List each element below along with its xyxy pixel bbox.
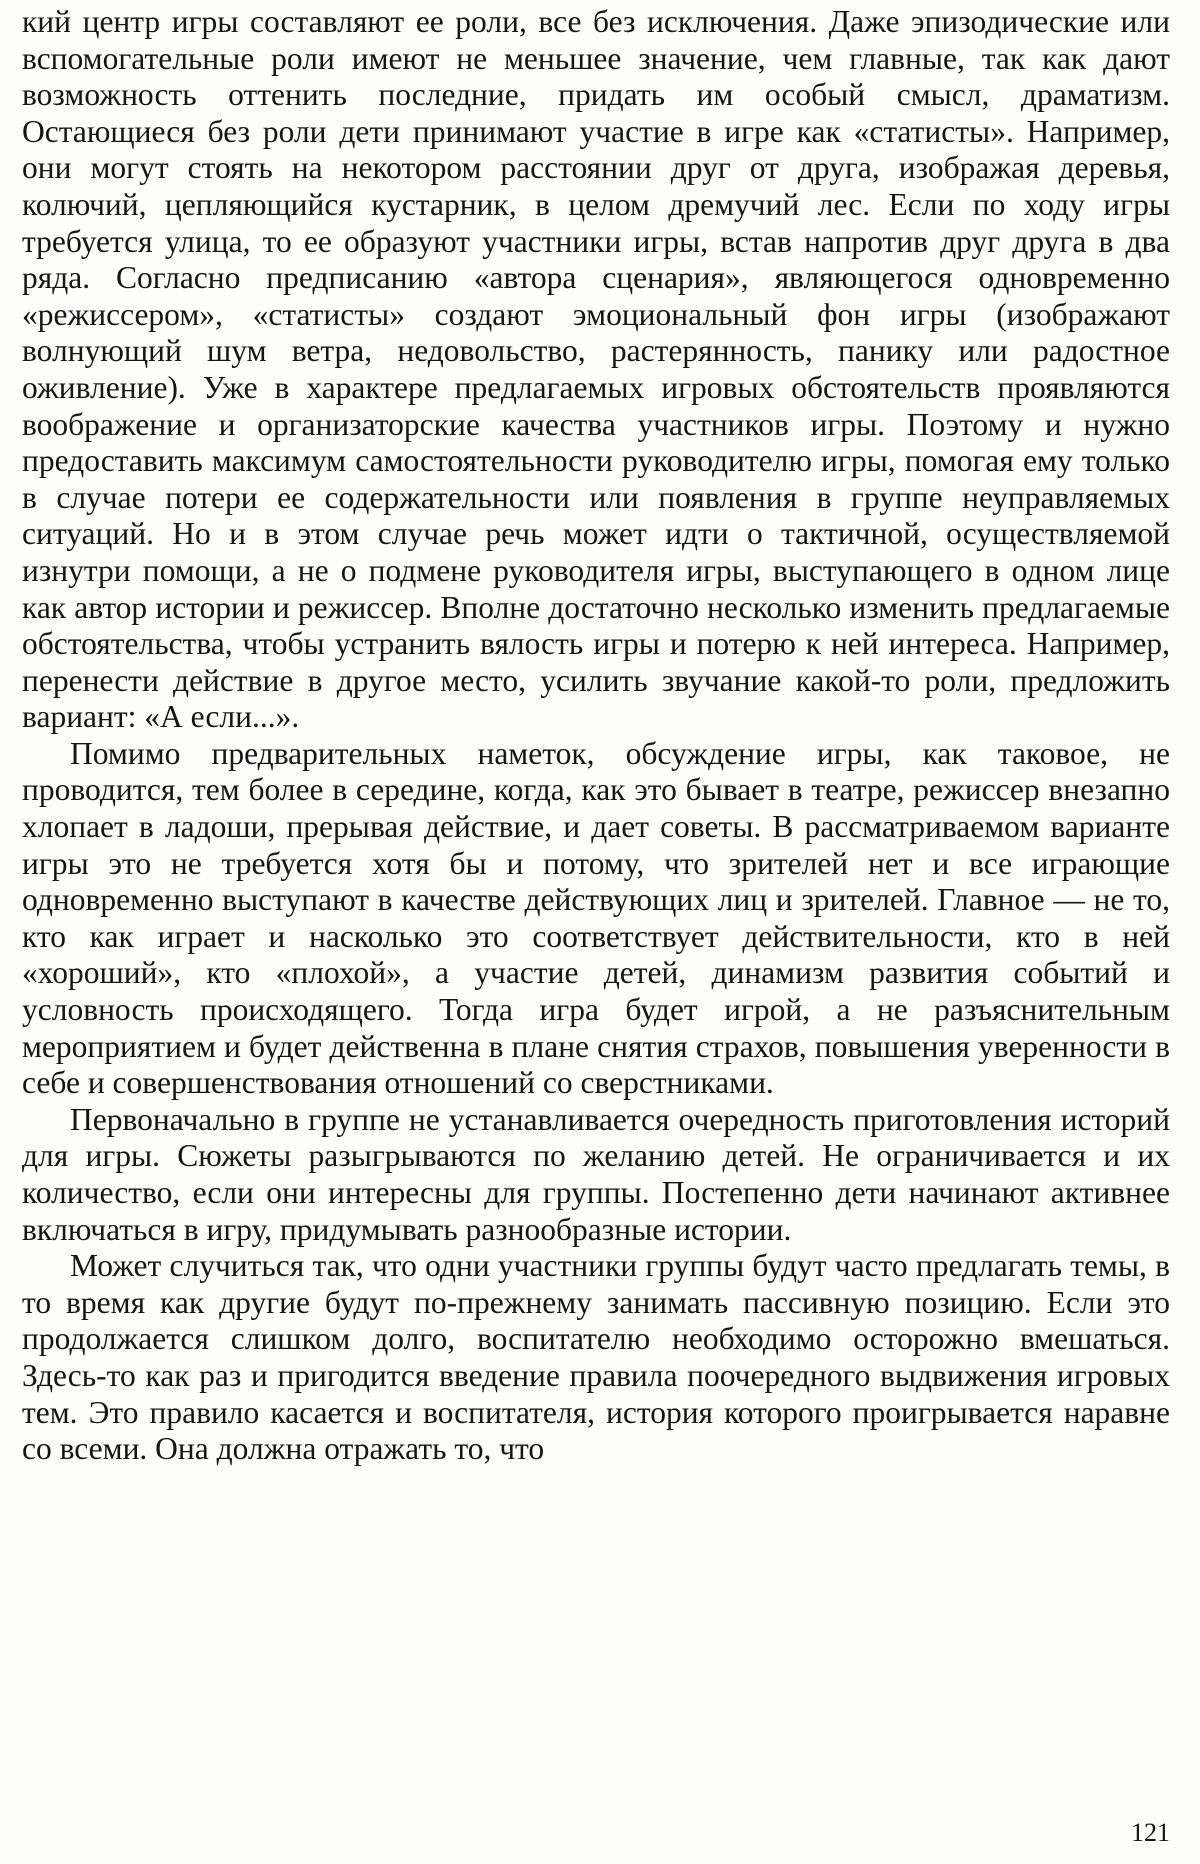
body-text xyxy=(22,4,1170,1468)
page-number: 121 xyxy=(1131,1818,1170,1847)
paragraph-1: кий центр игры составляют ее роли, все без исключения. Даже эпизодические или вспомогательные роли имеют не меньшее значение, чем главные, так как дают возможность оттенить последние, придать им особый смысл, драматизм. Остающиеся без роли дети принимают участие в игре как «статисты». Например, они могут стоять на некотором расстоянии друг от друга, изображая деревья, колючий, цепляющийся кустарник, в целом дремучий лес. Если по ходу игры требуется улица, то ее образуют участники игры, встав напротив друг друга в два ряда. Согласно предписанию «автора сценария», являющегося одновременно «режиссером», «статисты» создают эмоциональный фон игры (изображают волнующий шум ветра, недовольство, растерянность, панику или радостное оживление). Уже в характере предлагаемых игровых обстоятельств проявляются воображение и организаторские качества участников игры. Поэтому и нужно предоставить максимум самостоятельности руководителю игры, помогая ему только в случае потери ее содержательности или появления в группе неуправляемых ситуаций. Но и в этом случае речь может идти о тактичной, осуществляемой изнутри помощи, а не о подмене руководителя игры, выступающего в одном лице как автор истории и режиссер. Вполне достаточно несколько изменить предлагаемые обстоятельства, чтобы устранить вялость игры и потерю к ней интереса. Например, перенести действие в другое место, усилить звучание какой-то роли, предложить вариант: «А если...». xyxy=(22,4,1170,735)
paragraph-2: Помимо предварительных наметок, обсуждение игры, как таковое, не проводится, тем более в середине, когда, как это бывает в театре, режиссер внезапно хлопает в ладоши, прерывая действие, и дает советы. В рассматриваемом варианте игры это не требуется хотя бы и потому, что зрителей нет и все играющие одновременно выступают в качестве действующих лиц и зрителей. Главное — не то, кто как играет и насколько это соответствует действительности, кто в ней «хороший», кто «плохой», а участие детей, динамизм развития событий и условность происходящего. Тогда игра будет игрой, а не разъяснительным мероприятием и будет действенна в плане снятия страхов, повышения уверенности в себе и совершенствования отношений со сверстниками. xyxy=(22,735,1170,1101)
paragraph-3: Первоначально в группе не устанавливается очередность приготовления историй для игры. Сюжеты разыгрываются по желанию детей. Не ограничивается и их количество, если они интересны для группы. Постепенно дети начинают активнее включаться в игру, придумывать разнообразные истории. xyxy=(22,1101,1170,1247)
paragraph-4: Может случиться так, что одни участники группы будут часто предлагать темы, в то время как другие будут по-прежнему занимать пассивную позицию. Если это продолжается слишком долго, воспитателю необходимо осторожно вмешаться. Здесь-то как раз и пригодится введение правила поочередного выдвижения игровых тем. Это правило касается и воспитателя, история которого проигрывается наравне со всеми. Она должна отражать то, что xyxy=(22,1248,1170,1467)
